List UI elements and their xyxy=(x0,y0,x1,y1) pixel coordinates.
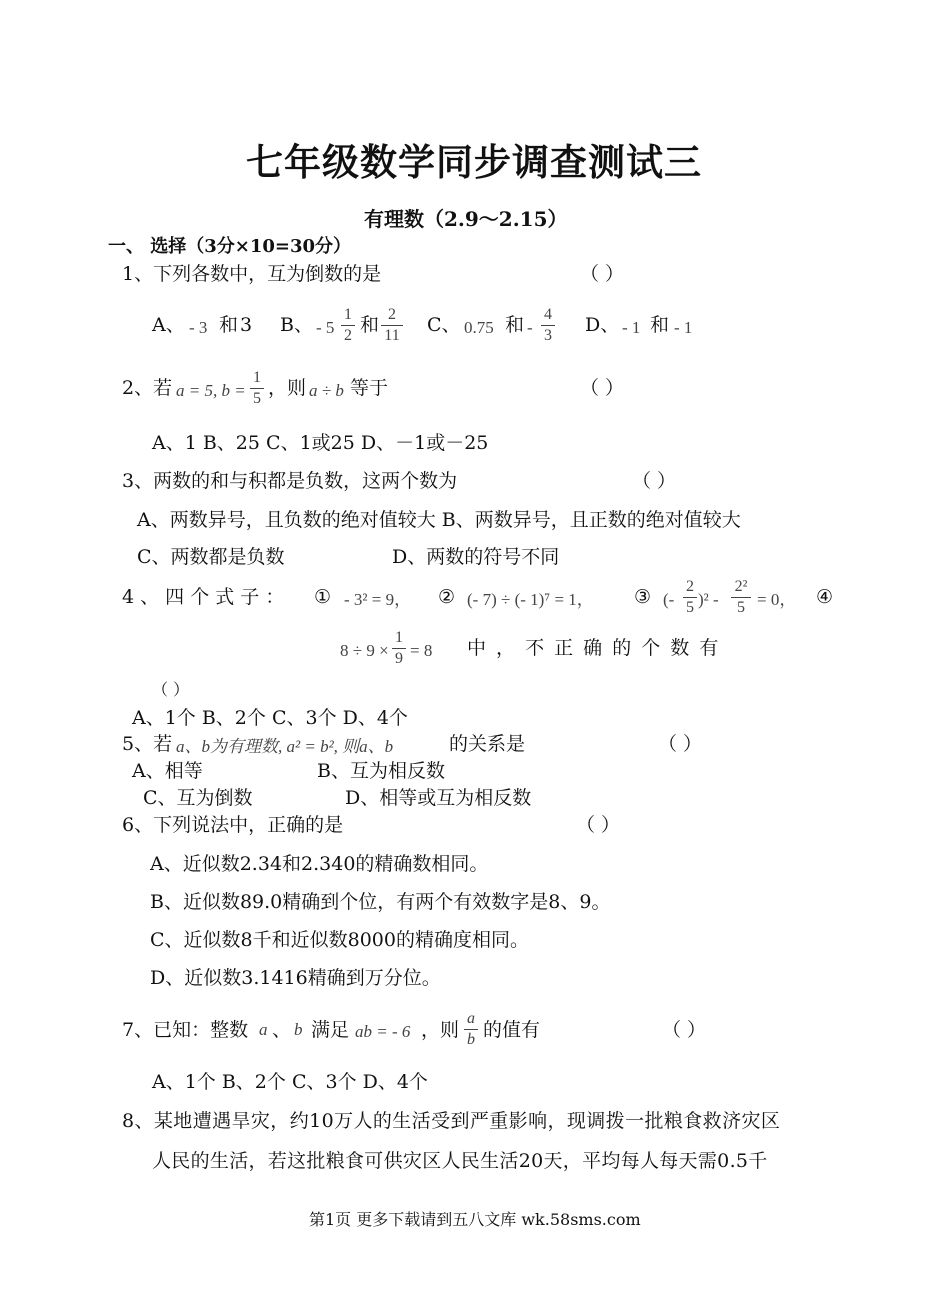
q4-expr-3-frac1 xyxy=(683,577,697,618)
q4-e4-frac-den: 9 xyxy=(395,650,403,667)
q4-options: A、1个 B、2个 C、3个 D、4个 xyxy=(132,707,408,729)
q5-option-d: D、相等或互为相反数 xyxy=(345,787,532,809)
q4-circle-1: ① xyxy=(314,586,332,608)
q1-option-b-frac1 xyxy=(341,305,355,346)
q4-expr-3a: (- xyxy=(663,590,675,609)
q1-option-d-math2: - 1 xyxy=(674,318,693,337)
q7-stem-mid: 满足 xyxy=(311,1019,350,1041)
q4-answer-paren: （ ） xyxy=(152,680,190,699)
q2-frac-den: 5 xyxy=(253,390,261,407)
q1-option-b-he: 和 xyxy=(360,314,380,336)
q4-stem: 4 、 四 个 式 子 ： xyxy=(122,586,285,608)
q1-b-frac2-num: 2 xyxy=(388,306,396,323)
q6-stem: 6、下列说法中，正确的是 xyxy=(122,814,344,836)
page-title: 七年级数学同步调查测试三 xyxy=(246,141,702,184)
q5-math: a、b为有理数, a² = b², 则a、b xyxy=(176,737,394,756)
section-heading: 一、 选择（3分×10=30分） xyxy=(108,236,352,257)
q5-answer-paren: （ ） xyxy=(658,733,703,755)
q5-stem-prefix: 5、若 xyxy=(122,733,173,755)
q5-option-c: C、互为倒数 xyxy=(143,787,253,809)
q6-option-c: C、近似数8千和近似数8000的精确度相同。 xyxy=(150,929,529,951)
q6-option-a: A、近似数2.34和2.340的精确数相同。 xyxy=(150,853,489,875)
q4-expr-4b: = 8 xyxy=(410,641,433,660)
q5-option-b: B、互为相反数 xyxy=(317,760,445,782)
q3-answer-paren: （ ） xyxy=(632,470,677,492)
q1-option-d-math: - 1 xyxy=(622,318,641,337)
q1-option-b-frac2 xyxy=(381,305,403,346)
q4-expr-4a: 8 ÷ 9 × xyxy=(340,641,389,660)
q1-b-frac1-num: 1 xyxy=(344,306,352,323)
q3-stem: 3、两数的和与积都是负数，这两个数为 xyxy=(122,470,458,492)
q5-option-a: A、相等 xyxy=(132,760,203,782)
q7-var-a: a xyxy=(259,1020,268,1039)
q7-options: A、1个 B、2个 C、3个 D、4个 xyxy=(152,1071,428,1093)
q4-e3-frac1-num: 2 xyxy=(686,578,694,595)
page-subtitle: 有理数（2.9～2.15） xyxy=(364,207,568,231)
q7-var-b: b xyxy=(294,1020,303,1039)
q2-frac-num: 1 xyxy=(253,369,261,386)
q6-answer-paren: （ ） xyxy=(576,814,621,836)
q1-option-c-minus: - xyxy=(527,318,533,337)
q4-circle-4: ④ xyxy=(816,586,834,608)
q1-option-a-he: 和 xyxy=(219,314,239,336)
q1-option-d-label: D、 xyxy=(585,314,620,336)
q4-stem-tail: 中 ， 不 正 确 的 个 数 有 xyxy=(467,637,719,659)
q1-b-frac2-den: 11 xyxy=(384,327,400,344)
q1-option-a-math: - 3 xyxy=(189,318,208,337)
q1-option-c-he: 和 xyxy=(505,314,525,336)
q7-answer-paren: （ ） xyxy=(662,1019,707,1041)
q7-frac-den: b xyxy=(467,1031,475,1048)
q4-expr-1: - 3² = 9， xyxy=(344,590,412,609)
q4-expr-4-frac xyxy=(392,628,406,669)
q1-option-a-3: 3 xyxy=(240,314,253,336)
q1-c-frac-num: 4 xyxy=(544,306,552,323)
q8-line-1: 8、某地遭遇旱灾，约10万人的生活受到严重影响，现调拨一批粮食救济灾区 xyxy=(122,1110,781,1132)
q5-stem-post: 的关系是 xyxy=(449,733,526,755)
q4-expr-3b: )² - xyxy=(698,590,719,609)
q1-option-a-label: A、 xyxy=(152,314,185,336)
q4-e3-frac2-den: 5 xyxy=(737,599,745,616)
q7-equation: ab = - 6 xyxy=(355,1022,411,1041)
q1-option-b-label: B、 xyxy=(280,314,313,336)
q2-answer-paren: （ ） xyxy=(580,377,625,399)
q2-math-expr: a ÷ b xyxy=(309,381,344,400)
q7-stem-mid2: ，则 xyxy=(421,1019,460,1041)
q1-answer-paren: （ ） xyxy=(580,263,625,285)
q6-option-d: D、近似数3.1416精确到万分位。 xyxy=(150,967,441,989)
q1-option-c-label: C、 xyxy=(427,314,461,336)
q6-option-b: B、近似数89.0精确到个位，有两个有效数字是8、9。 xyxy=(150,891,611,913)
q2-options: A、1 B、25 C、1或25 D、－1或－25 xyxy=(152,432,489,454)
q7-frac xyxy=(464,1009,478,1050)
q7-frac-num: a xyxy=(467,1010,475,1027)
q1-c-frac-den: 3 xyxy=(544,327,552,344)
q2-stem-post: 等于 xyxy=(350,377,389,399)
q4-e4-frac-num: 1 xyxy=(395,629,403,646)
q1-stem: 1、下列各数中，互为倒数的是 xyxy=(122,263,382,285)
q4-circle-2: ② xyxy=(438,586,456,608)
q2-frac xyxy=(250,368,264,409)
page-footer: 第1页 更多下载请到五八文库 wk.58sms.com xyxy=(309,1210,641,1229)
q3-option-c: C、两数都是负数 xyxy=(137,546,285,568)
q2-stem-prefix: 2、若 xyxy=(122,377,173,399)
q3-option-d: D、两数的符号不同 xyxy=(392,546,560,568)
q4-circle-3: ③ xyxy=(634,586,652,608)
q2-math-condition: a = 5, b = xyxy=(176,381,246,400)
q4-e3-frac1-den: 5 xyxy=(686,599,694,616)
q7-stem-post: 的值有 xyxy=(483,1019,541,1041)
q2-stem-mid: ，则 xyxy=(268,377,307,399)
q8-line-2: 人民的生活，若这批粮食可供灾区人民生活20天，平均每人每天需0.5千 xyxy=(152,1150,768,1172)
q4-e3-frac2-num: 2² xyxy=(734,578,748,595)
q1-option-c-math: 0.75 xyxy=(464,318,494,337)
q4-expr-2: (- 7) ÷ (- 1)⁷ = 1， xyxy=(467,590,594,609)
q3-options-ab: A、两数异号，且负数的绝对值较大 B、两数异号，且正数的绝对值较大 xyxy=(137,509,741,531)
q1-option-b-math: - 5 xyxy=(316,318,335,337)
q1-option-c-frac xyxy=(541,305,555,346)
q1-option-d-he: 和 xyxy=(650,314,670,336)
q4-expr-3-frac2 xyxy=(731,577,751,618)
q7-stem-prefix: 7、已知：整数 xyxy=(122,1019,249,1041)
q1-b-frac1-den: 2 xyxy=(344,327,352,344)
q4-expr-3c: = 0， xyxy=(757,590,797,609)
q7-sep: 、 xyxy=(272,1019,292,1041)
